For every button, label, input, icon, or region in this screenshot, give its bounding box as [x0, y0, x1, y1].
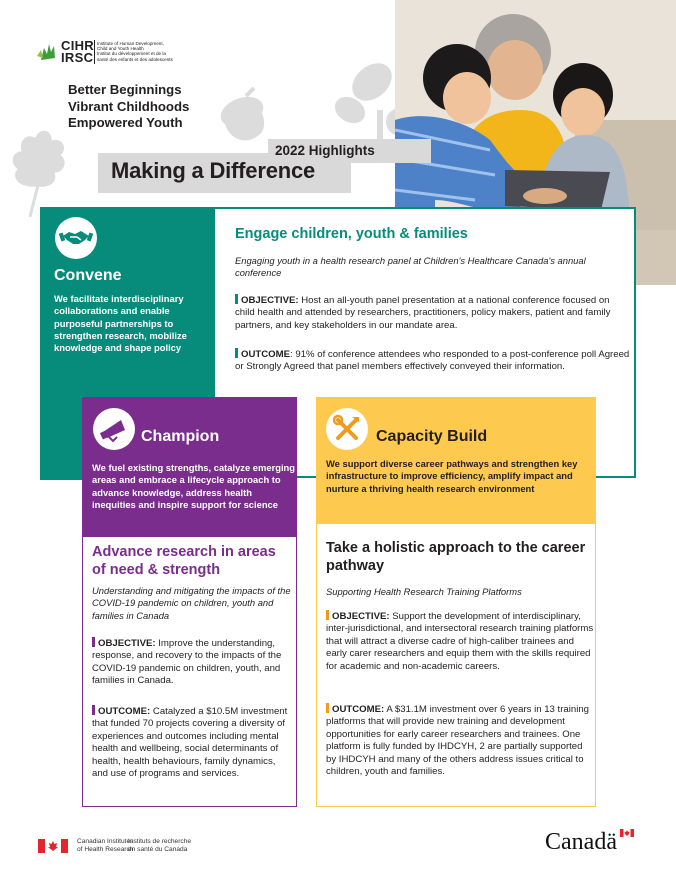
outcome-label: OUTCOME: [332, 704, 385, 715]
tagline-line-1: Better Beginnings [68, 82, 182, 97]
tagline-line-2: Vibrant Childhoods [68, 98, 190, 114]
objective-label: OBJECTIVE: [332, 611, 390, 622]
footer-org-fr-1: Instituts de recherche [128, 838, 192, 845]
objective-marker [326, 610, 329, 620]
outcome-marker [326, 703, 329, 713]
footer-org-fr [128, 838, 191, 854]
outcome-marker [92, 705, 95, 715]
outcome-label: OUTCOME [241, 349, 291, 360]
tagline [68, 82, 189, 132]
holistic-outcome [326, 703, 594, 778]
megaphone-icon [93, 408, 135, 450]
convene-title: Convene [54, 267, 122, 284]
footer-org-en [77, 838, 133, 854]
capacity-description: We support diverse career pathways and strengthen key infrastructure to improve efficiency, amplify impact and nurture a thriving health research environment [326, 458, 578, 494]
capacity-title: Capacity Build [376, 428, 488, 445]
footer-org-en-1: Canadian Institutes [77, 838, 134, 845]
objective-marker [92, 637, 95, 647]
highlights-label: 2022 Highlights [275, 143, 375, 158]
holistic-objective [326, 610, 594, 673]
engage-objective [235, 294, 630, 332]
logo-institute-fr-1: Institut du développement et de la [97, 51, 166, 57]
champion-title: Champion [141, 428, 220, 445]
objective-label: OBJECTIVE: [98, 638, 156, 649]
cihr-ihdcyh-logo [37, 38, 237, 66]
decorative-acorn [212, 86, 274, 148]
outcome-label: OUTCOME: [98, 706, 151, 717]
canada-wordmark: Canadä [545, 829, 617, 855]
engage-section-title: Engage children, youth & families [235, 226, 468, 242]
page-title: Making a Difference [111, 158, 316, 183]
holistic-section-title: Take a holistic approach to the career pathway [326, 540, 586, 574]
convene-icon-circle [55, 217, 97, 259]
outcome-text: : 91% of conference attendees who responded to a post-conference poll Agreed or Strongly Agreed that panel members effectively conveyed their information. [235, 349, 630, 373]
champion-icon-circle [93, 408, 135, 450]
engage-subtitle: Engaging youth in a health research panel at Children's Healthcare Canada's annual conference [235, 255, 586, 279]
outcome-text: Catalyzed a $10.5M investment that funded 70 projects covering a diversity of experiences and outcomes including mental health and wellbeing, social determinants of health, health behaviours, family dynamics, and use of programs and services. [92, 706, 288, 780]
logo-acronym-fr: IRSC [61, 50, 94, 65]
outcome-text: A $31.1M investment over 6 years in 13 training platforms that will provide new training and development opportunities for early career researchers and trainees. One platform is fully funded by IHDCYH, 2 are partially supported by IHDCYH and many of the others address issues critical to children, youth and families. [326, 704, 590, 778]
outcome-marker [235, 348, 238, 358]
capacity-icon-circle [326, 408, 368, 450]
advance-section-title: Advance research in areas of need & strength [92, 544, 276, 578]
canada-flag-icon [38, 839, 68, 853]
maple-leaves-icon [37, 40, 61, 64]
canada-wordmark-flag-icon [620, 829, 634, 837]
engage-outcome [235, 348, 630, 374]
objective-marker [235, 294, 238, 304]
objective-text: Support the development of interdisciplinary, inter-jurisdictional, and intersectoral research training platforms that will attract a diverse cadre of high-caliber trainees and early carer researchers and equip them with the skills required for academic and non-academic careers. [326, 611, 594, 672]
holistic-subtitle: Supporting Health Research Training Platforms [326, 586, 522, 597]
tagline-line-3: Empowered Youth [68, 115, 183, 130]
decorative-oak-leaf [8, 125, 70, 217]
logo-institute-en-2: Child and Youth Health [97, 46, 144, 52]
logo-institute-en-1: Institute of Human Development, [97, 41, 164, 46]
champion-description: We fuel existing strengths, catalyze emerging areas and embrace a lifecycle approach to advance knowledge, address health inequities and inspire support for science [92, 462, 296, 510]
advance-outcome [92, 705, 292, 780]
tools-icon [326, 408, 368, 450]
footer-org-fr-2: en santé du Canada [128, 846, 188, 854]
convene-description: We facilitate interdisciplinary collaborations and enable purposeful partnerships to strengthen research, mobilize knowledge and shape policy [54, 293, 187, 354]
footer-org-en-2: of Health Research [77, 846, 134, 854]
objective-text: Host an all-youth panel presentation at a national conference focused on child health and attended by researchers, practitioners, policy makers, patient and family partners, and key stakeholders in our mandate area. [235, 295, 611, 331]
objective-text: Improve the understanding, response, and recovery to the impacts of the COVID-19 pandemic on children, youth, and families in Canada. [92, 638, 282, 687]
handshake-icon [55, 217, 97, 259]
logo-acronym-en: CIHR [61, 38, 94, 53]
advance-objective [92, 637, 292, 688]
objective-label: OBJECTIVE: [241, 295, 299, 306]
advance-subtitle: Understanding and mitigating the impacts of the COVID-19 pandemic on children, youth and families in Canada [92, 585, 291, 621]
logo-institute-fr-2: santé des enfants et des adolescents [97, 56, 173, 62]
